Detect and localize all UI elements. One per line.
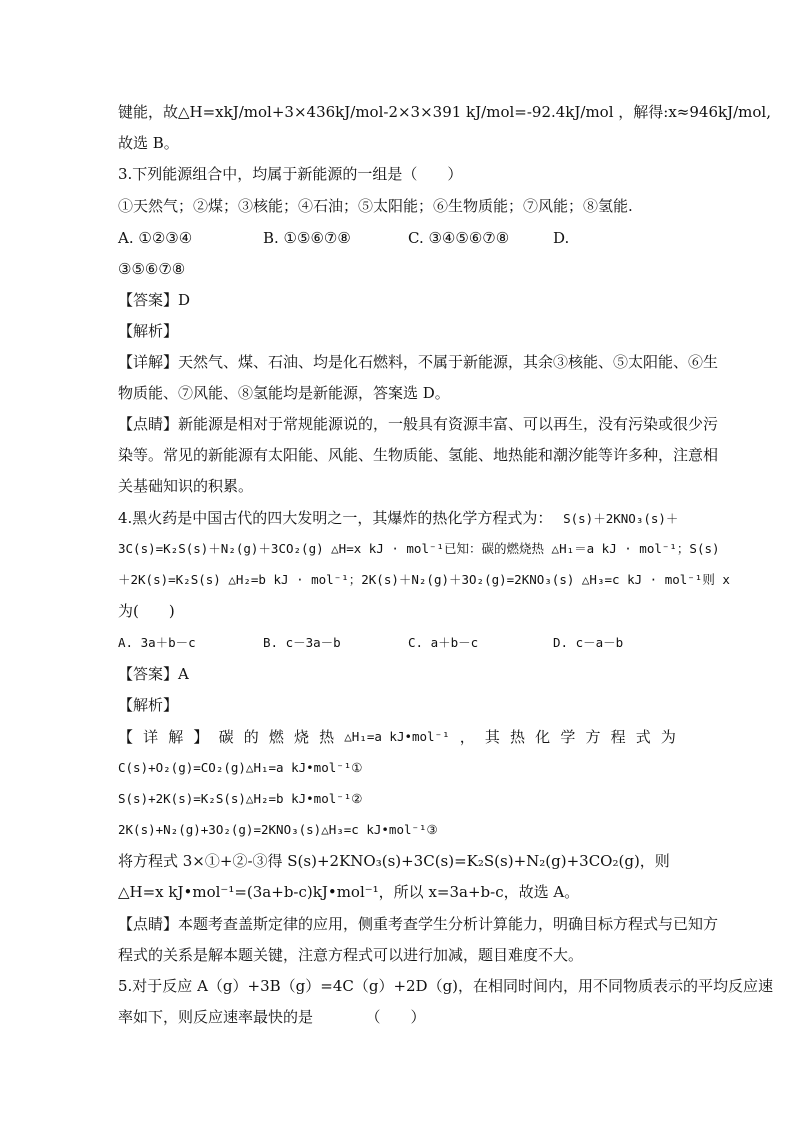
option-d: D. c－a－b bbox=[553, 635, 624, 650]
detail-char: 】 bbox=[193, 728, 209, 746]
detail-char: 【 bbox=[118, 728, 134, 746]
question-5-stem: 率如下，则反应速率最快的是 （ ） bbox=[118, 1008, 426, 1026]
detail-char: 的 bbox=[243, 728, 259, 746]
equation-1: C(s)+O₂(g)=CO₂(g)△H₁=a kJ•mol⁻¹① bbox=[118, 760, 363, 775]
detail-char: 烧 bbox=[293, 728, 309, 746]
detail-char: 其 bbox=[484, 728, 500, 746]
detail-char: ， bbox=[459, 728, 475, 746]
option-d-continued: ③⑤⑥⑦⑧ bbox=[118, 260, 186, 278]
equation-3: 2K(s)+N₂(g)+3O₂(g)=2KNO₃(s)△H₃=c kJ•mol⁻¹③ bbox=[118, 822, 438, 837]
detail-line: 物质能、⑦风能、⑧氢能均是新能源，答案选 D。 bbox=[118, 384, 450, 402]
detail-formula: △H₁=a kJ•mol⁻¹ bbox=[344, 729, 450, 744]
option-b: B. c－3a－b bbox=[263, 635, 341, 650]
question-4-stem bbox=[118, 508, 698, 529]
detail-char: 热 bbox=[510, 728, 526, 746]
option-d: D. bbox=[553, 229, 570, 247]
question-3-options bbox=[118, 228, 698, 248]
detail-char: 热 bbox=[319, 728, 335, 746]
text-line: 故选 B。 bbox=[118, 134, 179, 152]
note-line: 程式的关系是解本题关键，注意方程式可以进行加减，题目难度不大。 bbox=[118, 946, 584, 964]
option-c: C. a＋b－c bbox=[408, 635, 479, 650]
note-line: 【点睛】本题考查盖斯定律的应用，侧重考查学生分析计算能力，明确目标方程式与已知方 bbox=[118, 915, 719, 933]
question-4-options bbox=[118, 633, 698, 653]
question-5-stem: 5.对于反应 A（g）+3B（g）=4C（g）+2D（g)，在相同时间内，用不同物质表示的平均反应速 bbox=[118, 977, 774, 995]
detail-char: 为 bbox=[660, 728, 676, 746]
detail-char: 化 bbox=[535, 728, 551, 746]
question-4-line: 为( ) bbox=[118, 602, 175, 620]
question-4-line: ＋2K(s)=K₂S(s) △H₂=b kJ · mol⁻¹；2K(s)＋N₂(g)＋3O₂(g)=2KNO₃(s) △H₃=c kJ · mol⁻¹则 x bbox=[118, 572, 730, 587]
detail-line-justified bbox=[118, 727, 676, 747]
note-line: 染等。常见的新能源有太阳能、风能、生物质能、氢能、地热能和潮汐能等许多种，注意相 bbox=[118, 446, 719, 464]
detail-char: 碳 bbox=[218, 728, 234, 746]
detail-line: 【详解】天然气、煤、石油、均是化石燃料，不属于新能源，其余③核能、⑤太阳能、⑥生 bbox=[118, 353, 719, 371]
analysis-label: 【解析】 bbox=[118, 696, 179, 714]
option-a: A. 3a＋b－c bbox=[118, 635, 196, 650]
question-3-items: ①天然气；②煤；③核能；④石油；⑤太阳能；⑥生物质能；⑦风能；⑧氢能. bbox=[118, 197, 633, 215]
equation-2: S(s)+2K(s)=K₂S(s)△H₂=b kJ•mol⁻¹② bbox=[118, 791, 363, 806]
answer-label: 【答案】D bbox=[118, 291, 191, 309]
note-line: 【点睛】新能源是相对于常规能源说的，一般具有资源丰富、可以再生，没有污染或很少污 bbox=[118, 415, 719, 433]
question-3-stem: 3.下列能源组合中，均属于新能源的一组是（ ） bbox=[118, 165, 463, 183]
question-4-equation: S(s)＋2KNO₃(s)＋ bbox=[563, 511, 679, 526]
detail-char: 式 bbox=[635, 728, 651, 746]
detail-char: 详 bbox=[143, 728, 159, 746]
note-line: 关基础知识的积累。 bbox=[118, 477, 254, 495]
calc-line: △H=x kJ•mol⁻¹=(3a+b-c)kJ•mol⁻¹，所以 x=3a+b-c，故选 A。 bbox=[118, 883, 580, 901]
question-4-text: 4.黑火药是中国古代的四大发明之一，其爆炸的热化学方程式为： bbox=[118, 509, 553, 527]
detail-char: 解 bbox=[168, 728, 184, 746]
answer-label: 【答案】A bbox=[118, 665, 189, 683]
question-4-line: 3C(s)=K₂S(s)＋N₂(g)＋3CO₂(g) △H=x kJ · mol⁻¹已知：碳的燃烧热 △H₁＝a kJ · mol⁻¹；S(s) bbox=[118, 541, 720, 556]
analysis-label: 【解析】 bbox=[118, 322, 179, 340]
text-line: 键能，故△H=xkJ/mol+3×436kJ/mol-2×3×391 kJ/mol=-92.4kJ/mol ，解得:x≈946kJ/mol, bbox=[118, 103, 771, 121]
detail-char: 燃 bbox=[268, 728, 284, 746]
option-b: B. ①⑤⑥⑦⑧ bbox=[263, 229, 351, 247]
detail-char: 程 bbox=[610, 728, 626, 746]
option-a: A. ①②③④ bbox=[118, 229, 193, 247]
detail-char: 学 bbox=[560, 728, 576, 746]
option-c: C. ③④⑤⑥⑦⑧ bbox=[408, 229, 510, 247]
detail-char: 方 bbox=[585, 728, 601, 746]
calc-line: 将方程式 3×①+②-③得 S(s)+2KNO₃(s)+3C(s)=K₂S(s)+N₂(g)+3CO₂(g)，则 bbox=[118, 852, 670, 870]
